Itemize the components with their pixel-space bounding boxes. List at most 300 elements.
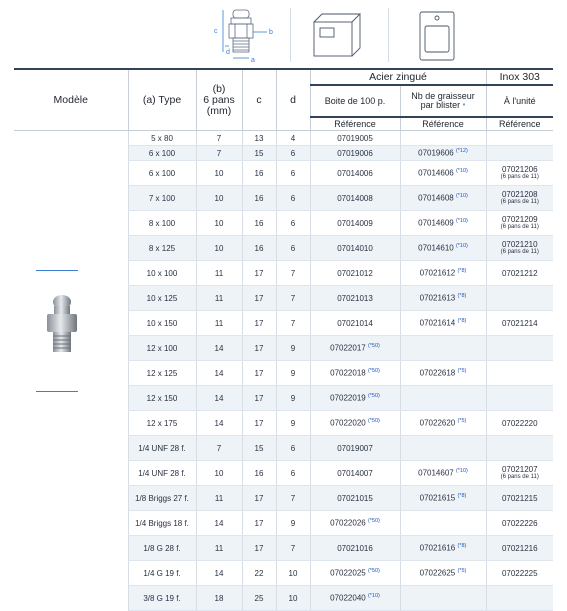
- cell-inox: [486, 511, 553, 536]
- cell-type: [128, 436, 196, 461]
- column-header-d: d: [276, 69, 310, 131]
- cell-inox: [486, 436, 553, 461]
- cell-b: [196, 146, 242, 161]
- model-cell: [14, 146, 128, 161]
- cell-c: [242, 131, 276, 146]
- inox-note: (6 pans de 11): [500, 474, 539, 480]
- cell-text: 7: [290, 493, 296, 503]
- cell-blister: [400, 386, 486, 411]
- cell-text: 10: [214, 193, 224, 203]
- cell-text: 07014007: [337, 468, 373, 478]
- cell-b: [196, 186, 242, 211]
- cell-text: 1/8 Briggs 27 f.: [135, 493, 189, 503]
- cell-d: [276, 236, 310, 261]
- table-row: [14, 261, 553, 286]
- cell-text: 11: [214, 293, 224, 303]
- cell-text: 1/4 UNF 28 f.: [138, 443, 186, 453]
- table-row: [14, 336, 553, 361]
- cell-text: 07021612: [419, 268, 456, 278]
- cell-text: 07021207: [501, 465, 538, 474]
- cell-boite: [310, 561, 400, 586]
- model-cell: [14, 486, 128, 511]
- quantity-note: (*10): [367, 593, 380, 600]
- cell-d: [276, 146, 310, 161]
- cell-boite: [310, 261, 400, 286]
- cell-text: 07021012: [337, 268, 373, 278]
- table-row: [14, 236, 553, 261]
- model-cell: [14, 211, 128, 236]
- cell-blister: [400, 336, 486, 361]
- svg-text:b: b: [269, 29, 273, 36]
- column-header-inox: Inox 303: [486, 69, 553, 85]
- cell-text: 07022220: [501, 418, 538, 428]
- reference-label: Référence: [400, 117, 486, 131]
- table-row: [14, 311, 553, 336]
- cell-c: [242, 311, 276, 336]
- quantity-note: (*50): [367, 418, 380, 425]
- cell-text: 10: [288, 568, 298, 578]
- cell-text: 17: [254, 293, 264, 303]
- cell-text: 07022226: [501, 518, 538, 528]
- cell-boite: [310, 211, 400, 236]
- table-row: [14, 461, 553, 486]
- cell-text: 07021214: [501, 318, 538, 328]
- cell-inox: [486, 311, 553, 336]
- cell-boite: [310, 586, 400, 611]
- cell-d: [276, 186, 310, 211]
- cell-text: 7: [290, 318, 296, 328]
- table-row: [14, 146, 553, 161]
- cell-text: 15: [254, 148, 264, 158]
- cell-text: 7: [216, 133, 222, 143]
- cell-blister: [400, 561, 486, 586]
- cell-text: 9: [290, 368, 296, 378]
- cell-text: 14: [214, 368, 224, 378]
- cell-b: [196, 586, 242, 611]
- cell-text: 07014008: [337, 193, 373, 203]
- cell-text: 8 x 100: [148, 218, 176, 228]
- model-cell: [14, 386, 128, 411]
- quantity-note: (*50): [367, 343, 380, 350]
- quantity-note: (*5): [457, 418, 467, 425]
- cell-d: [276, 511, 310, 536]
- cell-text: 1/4 UNF 28 f.: [138, 468, 186, 478]
- cell-d: [276, 161, 310, 186]
- inox-note: (6 pans de 11): [500, 174, 539, 180]
- cell-text: 15: [254, 443, 264, 453]
- cell-type: [128, 211, 196, 236]
- cell-text: 11: [214, 268, 224, 278]
- cell-c: [242, 211, 276, 236]
- quantity-note: (*5): [457, 368, 467, 375]
- cell-text: 07022618: [419, 368, 456, 378]
- cell-text: 07021216: [501, 543, 538, 553]
- cell-text: 10: [214, 468, 224, 478]
- cell-d: [276, 461, 310, 486]
- cell-text: 12 x 125: [146, 368, 178, 378]
- cell-boite: [310, 336, 400, 361]
- table-row: [14, 411, 553, 436]
- cell-c: [242, 586, 276, 611]
- cell-text: 10: [214, 218, 224, 228]
- cell-inox: [486, 161, 553, 186]
- column-header-type: (a) Type: [128, 69, 196, 131]
- cell-text: 07019006: [337, 148, 373, 158]
- cell-text: 7: [290, 543, 296, 553]
- cell-text: 07014607: [418, 468, 454, 478]
- cell-text: 6: [290, 193, 296, 203]
- cell-text: 1/8 G 28 f.: [143, 543, 181, 553]
- cell-boite: [310, 436, 400, 461]
- cell-text: 07021206: [501, 165, 538, 174]
- cell-text: 17: [254, 368, 264, 378]
- fitting-dimension-diagram-icon: [205, 6, 280, 64]
- table-row: [14, 436, 553, 461]
- cell-text: 14: [214, 393, 224, 403]
- cell-text: 6: [290, 148, 296, 158]
- svg-text:c: c: [214, 28, 218, 35]
- cell-boite: [310, 486, 400, 511]
- cell-text: 7: [216, 148, 222, 158]
- table-row: [14, 536, 553, 561]
- cell-text: 10: [288, 593, 298, 603]
- cell-inox: [486, 561, 553, 586]
- cell-inox: [486, 186, 553, 211]
- cell-b: [196, 511, 242, 536]
- cell-inox: [486, 586, 553, 611]
- table-row: [14, 586, 553, 611]
- divider: [36, 391, 78, 392]
- model-cell: [14, 186, 128, 211]
- cell-boite: [310, 511, 400, 536]
- cell-type: [128, 536, 196, 561]
- cell-boite: [310, 131, 400, 146]
- cell-b: [196, 261, 242, 286]
- cell-text: 07021014: [337, 318, 373, 328]
- cell-d: [276, 561, 310, 586]
- cell-b: [196, 486, 242, 511]
- cell-inox: [486, 386, 553, 411]
- cell-type: [128, 486, 196, 511]
- cell-boite: [310, 286, 400, 311]
- inox-note: (6 pans de 11): [500, 199, 539, 205]
- cell-b: [196, 311, 242, 336]
- grease-fitting-image: [42, 294, 82, 356]
- cell-boite: [310, 361, 400, 386]
- cell-text: 17: [254, 518, 264, 528]
- cell-type: [128, 386, 196, 411]
- cell-text: 11: [214, 543, 224, 553]
- cell-blister: [400, 436, 486, 461]
- table-row: [14, 186, 553, 211]
- cell-text: 07021210: [501, 240, 538, 249]
- cell-text: 16: [254, 168, 264, 178]
- cell-boite: [310, 386, 400, 411]
- divider: [290, 8, 291, 62]
- cell-c: [242, 261, 276, 286]
- cell-text: 07022225: [501, 568, 538, 578]
- quantity-note: (*10): [455, 193, 468, 200]
- cell-inox: [486, 486, 553, 511]
- cell-inox: [486, 536, 553, 561]
- cell-b: [196, 236, 242, 261]
- cell-type: [128, 261, 196, 286]
- quantity-note: (*10): [455, 168, 468, 175]
- cell-text: 1/4 G 19 f.: [143, 568, 181, 578]
- cell-text: 07021615: [419, 493, 456, 503]
- svg-text:a: a: [251, 57, 255, 64]
- table-row: [14, 161, 553, 186]
- cell-text: 5 x 80: [151, 133, 173, 143]
- cell-type: [128, 411, 196, 436]
- cell-text: 6: [290, 443, 296, 453]
- cell-boite: [310, 186, 400, 211]
- cell-inox: [486, 261, 553, 286]
- cell-text: 07014609: [418, 218, 454, 228]
- cell-c: [242, 536, 276, 561]
- cell-text: 07022019: [330, 393, 366, 403]
- inox-note: (6 pans de 11): [500, 249, 539, 255]
- cell-text: 07021013: [337, 293, 373, 303]
- quantity-note: (*8): [457, 493, 467, 500]
- column-header-model: Modèle: [14, 69, 128, 131]
- cell-blister: [400, 411, 486, 436]
- cell-blister: [400, 131, 486, 146]
- table-row: [14, 386, 553, 411]
- cell-d: [276, 411, 310, 436]
- reference-label: Référence: [486, 117, 553, 131]
- cell-d: [276, 336, 310, 361]
- cell-text: 8 x 125: [148, 243, 176, 253]
- cell-text: 07014006: [337, 168, 373, 178]
- cell-text: 1/4 Briggs 18 f.: [135, 518, 189, 528]
- quantity-note: (*50): [367, 568, 380, 575]
- cell-text: 07019005: [337, 133, 373, 143]
- cell-blister: [400, 286, 486, 311]
- cell-text: 12 x 150: [146, 393, 178, 403]
- cell-text: 16: [254, 193, 264, 203]
- cell-text: 6: [290, 218, 296, 228]
- divider: [388, 8, 389, 62]
- cell-b: [196, 536, 242, 561]
- cell-type: [128, 361, 196, 386]
- cell-text: 14: [214, 568, 224, 578]
- quantity-note: (*5): [457, 568, 467, 575]
- cell-d: [276, 536, 310, 561]
- cell-c: [242, 511, 276, 536]
- cell-b: [196, 336, 242, 361]
- cell-text: 07021208: [501, 190, 538, 199]
- cell-text: 07014608: [418, 193, 454, 203]
- model-cell: [14, 536, 128, 561]
- cell-text: 16: [254, 468, 264, 478]
- quantity-note: (*12): [455, 148, 468, 155]
- cell-blister: [400, 186, 486, 211]
- cell-blister: [400, 211, 486, 236]
- cell-text: 22: [254, 568, 264, 578]
- cell-inox: [486, 236, 553, 261]
- quantity-note: (*50): [367, 368, 380, 375]
- quantity-note: (*10): [455, 468, 468, 475]
- table-row: [14, 286, 553, 311]
- cell-text: 10 x 125: [146, 293, 178, 303]
- cell-text: 4: [290, 133, 296, 143]
- cell-text: 12 x 175: [146, 418, 178, 428]
- cell-d: [276, 286, 310, 311]
- cell-blister: [400, 311, 486, 336]
- cell-d: [276, 211, 310, 236]
- cell-inox: [486, 211, 553, 236]
- cell-text: 07021015: [337, 493, 373, 503]
- cell-text: 07014010: [337, 243, 373, 253]
- column-header-blister: Nb de graisseur par blister *: [400, 85, 486, 117]
- cell-text: 6 x 100: [148, 148, 176, 158]
- cell-text: 12 x 100: [146, 343, 178, 353]
- svg-text:d: d: [226, 49, 230, 56]
- cell-text: 7: [216, 443, 222, 453]
- cell-d: [276, 386, 310, 411]
- cell-blister: [400, 261, 486, 286]
- blister-pack-icon: [400, 6, 472, 64]
- cell-b: [196, 361, 242, 386]
- cell-text: 07022040: [330, 593, 366, 603]
- cell-type: [128, 461, 196, 486]
- cell-text: 6: [290, 243, 296, 253]
- cell-text: 07014610: [418, 243, 454, 253]
- cell-type: [128, 561, 196, 586]
- model-cell: [14, 161, 128, 186]
- cell-text: 07021616: [419, 543, 456, 553]
- cell-text: 7: [290, 268, 296, 278]
- cell-inox: [486, 461, 553, 486]
- cell-c: [242, 161, 276, 186]
- cell-text: 10: [214, 168, 224, 178]
- divider: [36, 270, 78, 271]
- cell-text: 9: [290, 518, 296, 528]
- cell-text: 6: [290, 468, 296, 478]
- model-cell: [14, 261, 128, 286]
- cell-text: 6: [290, 168, 296, 178]
- quantity-note: (*8): [457, 543, 467, 550]
- model-cell: [14, 236, 128, 261]
- cell-blister: [400, 361, 486, 386]
- cell-b: [196, 411, 242, 436]
- cell-text: 9: [290, 343, 296, 353]
- cell-type: [128, 186, 196, 211]
- model-cell: [14, 511, 128, 536]
- inox-note: (6 pans de 11): [500, 224, 539, 230]
- cell-text: 07019007: [337, 443, 373, 453]
- cell-b: [196, 461, 242, 486]
- cell-type: [128, 511, 196, 536]
- cell-text: 16: [254, 218, 264, 228]
- cell-d: [276, 261, 310, 286]
- cell-boite: [310, 311, 400, 336]
- column-header-c: c: [242, 69, 276, 131]
- cell-b: [196, 286, 242, 311]
- cell-inox: [486, 286, 553, 311]
- cell-type: [128, 336, 196, 361]
- quantity-note: (*8): [457, 293, 467, 300]
- cell-c: [242, 436, 276, 461]
- quantity-note: (*50): [367, 393, 380, 400]
- cell-boite: [310, 236, 400, 261]
- cell-text: 18: [214, 593, 224, 603]
- cell-text: 07022026: [330, 518, 366, 528]
- cell-d: [276, 311, 310, 336]
- cell-inox: [486, 131, 553, 146]
- cell-blister: [400, 146, 486, 161]
- quantity-note: (*10): [455, 243, 468, 250]
- cell-c: [242, 411, 276, 436]
- cell-text: 11: [214, 318, 224, 328]
- cell-boite: [310, 411, 400, 436]
- cell-inox: [486, 361, 553, 386]
- cell-text: 17: [254, 268, 264, 278]
- cell-text: 14: [214, 343, 224, 353]
- cell-text: 17: [254, 318, 264, 328]
- cell-text: 07021614: [419, 318, 456, 328]
- cell-text: 3/8 G 19 f.: [143, 593, 181, 603]
- cell-text: 07019606: [418, 148, 454, 158]
- cell-text: 17: [254, 493, 264, 503]
- column-header-six-pans: (b) 6 pans (mm): [196, 69, 242, 131]
- cell-boite: [310, 461, 400, 486]
- cell-c: [242, 186, 276, 211]
- cell-type: [128, 131, 196, 146]
- cell-text: 07022017: [330, 343, 366, 353]
- cell-text: 13: [254, 133, 264, 143]
- cell-text: 16: [254, 243, 264, 253]
- cell-inox: [486, 146, 553, 161]
- cell-blister: [400, 486, 486, 511]
- cell-c: [242, 286, 276, 311]
- cell-type: [128, 146, 196, 161]
- cell-text: 07022025: [330, 568, 366, 578]
- cell-d: [276, 486, 310, 511]
- cell-text: 10 x 100: [146, 268, 178, 278]
- cell-blister: [400, 511, 486, 536]
- cell-blister: [400, 161, 486, 186]
- cell-b: [196, 211, 242, 236]
- grease-fitting-reference-table: [14, 68, 553, 611]
- cell-text: 17: [254, 543, 264, 553]
- cell-text: 07022620: [419, 418, 456, 428]
- cell-inox: [486, 411, 553, 436]
- cell-type: [128, 586, 196, 611]
- cell-text: 07014009: [337, 218, 373, 228]
- cell-text: 14: [214, 518, 224, 528]
- cell-text: 25: [254, 593, 264, 603]
- column-header-unite: À l'unité: [486, 85, 553, 117]
- cell-blister: [400, 536, 486, 561]
- cell-text: 07022018: [330, 368, 366, 378]
- model-cell: [14, 131, 128, 146]
- model-cell: [14, 361, 128, 386]
- cell-d: [276, 131, 310, 146]
- cell-blister: [400, 461, 486, 486]
- cell-text: 7 x 100: [148, 193, 176, 203]
- model-cell: [14, 561, 128, 586]
- header-illustrations: [0, 0, 567, 68]
- cell-text: 10 x 150: [146, 318, 178, 328]
- cell-text: 07021209: [501, 215, 538, 224]
- cell-c: [242, 146, 276, 161]
- cell-inox: [486, 336, 553, 361]
- table-row: [14, 561, 553, 586]
- cell-b: [196, 131, 242, 146]
- cell-d: [276, 586, 310, 611]
